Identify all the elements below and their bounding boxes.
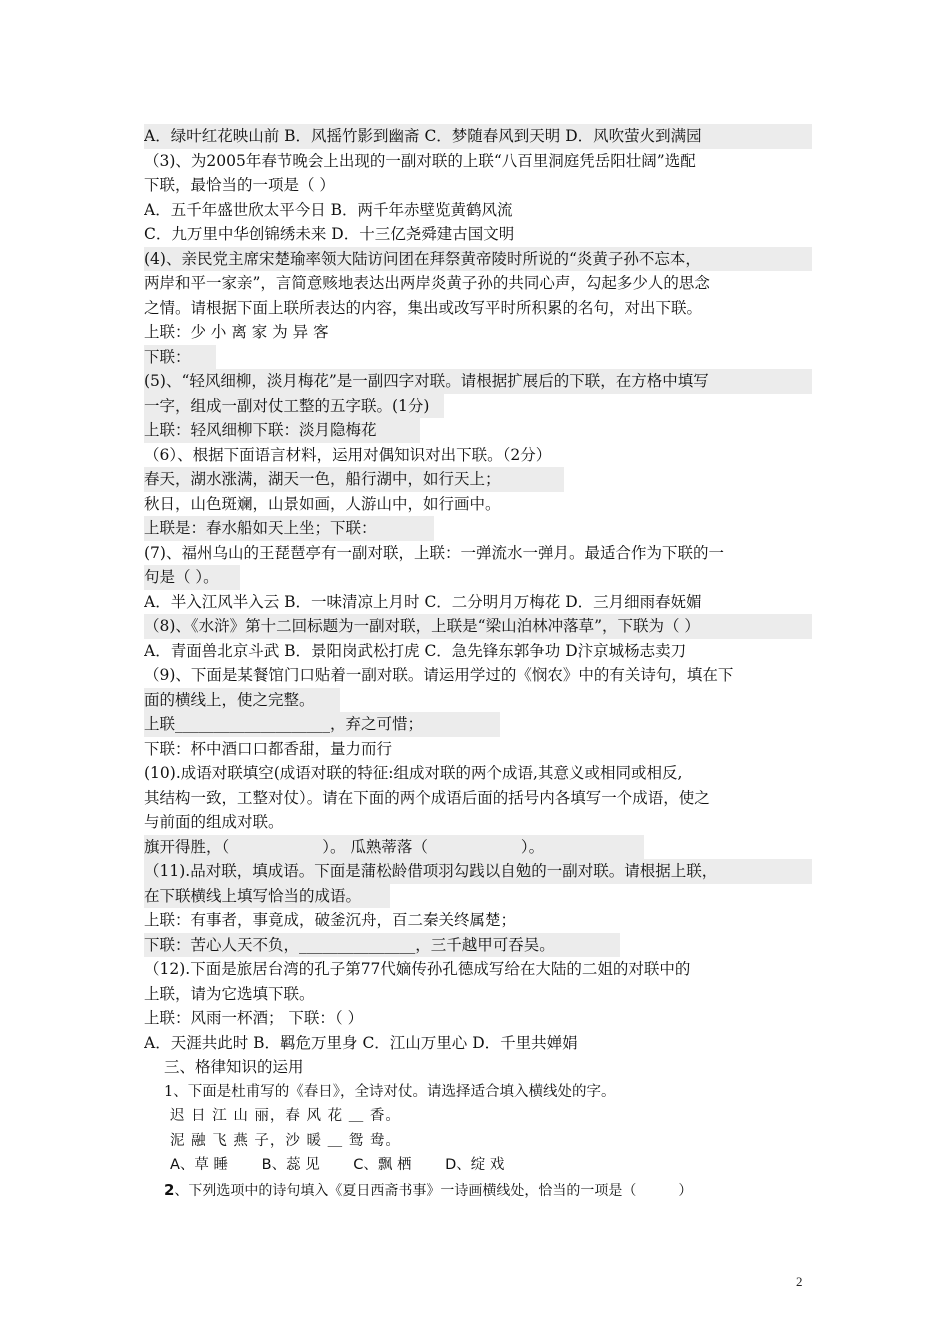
poem-line: 泥 融 飞 燕 子，沙 暖 ＿ 鸳 鸯。 (170, 1132, 401, 1149)
text-line: 句是（ ）。 (144, 565, 240, 590)
text-line: 上联：少 小 离 家 为 异 客 (144, 323, 329, 341)
text-line: A．天涯共此时 B．羁危万里身 C．江山万里心 D．千里共婵娟 (144, 1033, 578, 1052)
answer-options: A、草 睡 B、蕊 见 C、飘 栖 D、绽 戏 (170, 1157, 505, 1173)
text-line: 下联：苦心人天不负，_______________，三千越甲可吞吴。 (144, 933, 620, 958)
text-line: A．半入江风半入云 B．一味清凉上月时 C．二分明月万梅花 D．三月细雨春妩媚 (144, 592, 702, 611)
text-line: A．五千年盛世欣太平今日 B．两千年赤壁览黄鹤风流 (144, 200, 513, 219)
text-line: 其结构一致，工整对仗）。请在下面的两个成语后面的括号内各填写一个成语，使之 (144, 788, 710, 807)
text-line: 上联：轻风细柳下联：淡月隐梅花 (144, 418, 420, 443)
text-line: (10).成语对联填空(成语对联的特征:组成对联的两个成语,其意义或相同或相反, (144, 764, 683, 782)
text-line: 上联，请为它选填下联。 (144, 984, 315, 1003)
text-line: 上联：风雨一杯酒； 下联：（ ） (144, 1009, 364, 1027)
text-line: 面的横线上，使之完整。 (144, 688, 340, 713)
text-line: 下联，最恰当的一项是（ ） (144, 176, 335, 194)
question-text (144, 1178, 812, 1203)
text-line: 与前面的组成对联。 (144, 813, 284, 831)
text-line: （9)、下面是某餐馆门口贴着一副对联。请运用学过的《悯农》中的有关诗句，填在下 (144, 666, 734, 684)
text-line: 旗开得胜，（ ）。 瓜熟蒂落（ ）。 (144, 835, 644, 860)
text-line: （8)、《水浒》第十二回标题为一副对联，上联是“梁山泊林冲落草”，下联为（ ） (144, 614, 812, 639)
text-line: 一字，组成一副对仗工整的五字联。(1分) (144, 394, 444, 419)
text-line: 下联： (144, 345, 216, 370)
text-line: 上联是：春水船如天上坐；下联： (144, 516, 434, 541)
text-line: 下联：杯中酒口口都香甜，量力而行 (144, 739, 393, 758)
question-number: 2 (164, 1180, 175, 1199)
text-line: 上联____________________，弃之可惜； (144, 712, 500, 737)
text-line: 之情。请根据下面上联所表达的内容，集出或改写平时所积累的名句，对出下联。 (144, 298, 703, 317)
text-line: （6）、根据下面语言材料，运用对偶知识对出下联。（2分） (144, 445, 552, 464)
text-line: A．绿叶红花映山前 B．风摇竹影到幽斋 C．梦随春风到天明 D．风吹萤火到满园 (144, 124, 812, 149)
text-line: 春天，湖水涨满，湖天一色，船行湖中，如行天上； (144, 467, 564, 492)
text-line: （12).下面是旅居台湾的孔子第77代嫡传孙孔德成写给在大陆的二姐的对联中的 (144, 960, 691, 978)
text-line: A．青面兽北京斗武 B．景阳岗武松打虎 C．急先锋东郭争功 D汴京城杨志卖刀 (144, 641, 687, 660)
text-line: (7)、福州乌山的王琵琶亭有一副对联，上联：一弹流水一弹月。最适合作为下联的一 (144, 543, 724, 562)
section-title: 三、格律知识的运用 (164, 1058, 304, 1076)
question-body: 、下列选项中的诗句填入《夏日西斋书事》一诗画横线处，恰当的一项是（ ） (174, 1182, 693, 1199)
text-line: 在下联横线上填写恰当的成语。 (144, 884, 390, 909)
text-line: (4)、亲民党主席宋楚瑜率领大陆访问团在拜祭黄帝陵时所说的“炎黄子孙不忘本， (144, 247, 812, 272)
text-line: （11).品对联，填成语。下面是蒲松龄借项羽勾践以自勉的一副对联。请根据上联， (144, 859, 812, 884)
page-content (144, 124, 812, 1202)
text-line: 上联：有事者，事竟成，破釜沉舟，百二秦关终属楚； (144, 911, 517, 929)
text-line: (5)、“轻风细柳，淡月梅花”是一副四字对联。请根据扩展后的下联，在方格中填写 (144, 369, 812, 394)
text-line: （3)、为2005年春节晚会上出现的一副对联的上联“八百里洞庭凭岳阳壮阔”选配 (144, 151, 696, 170)
page-number: 2 (796, 1274, 803, 1289)
text-line: 两岸和平一家亲”，言简意赅地表达出两岸炎黄子孙的共同心声，勾起多少人的思念 (144, 274, 710, 292)
text-line: C．九万里中华创锦绣未来 D．十三亿尧舜建古国文明 (144, 225, 515, 243)
poem-line: 迟 日 江 山 丽，春 风 花 ＿ 香。 (170, 1108, 401, 1124)
question-text: 1、下面是杜甫写的《春日》，全诗对仗。请选择适合填入横线处的字。 (164, 1083, 616, 1100)
text-line: 秋日，山色斑斓，山景如画，人游山中，如行画中。 (144, 494, 501, 513)
